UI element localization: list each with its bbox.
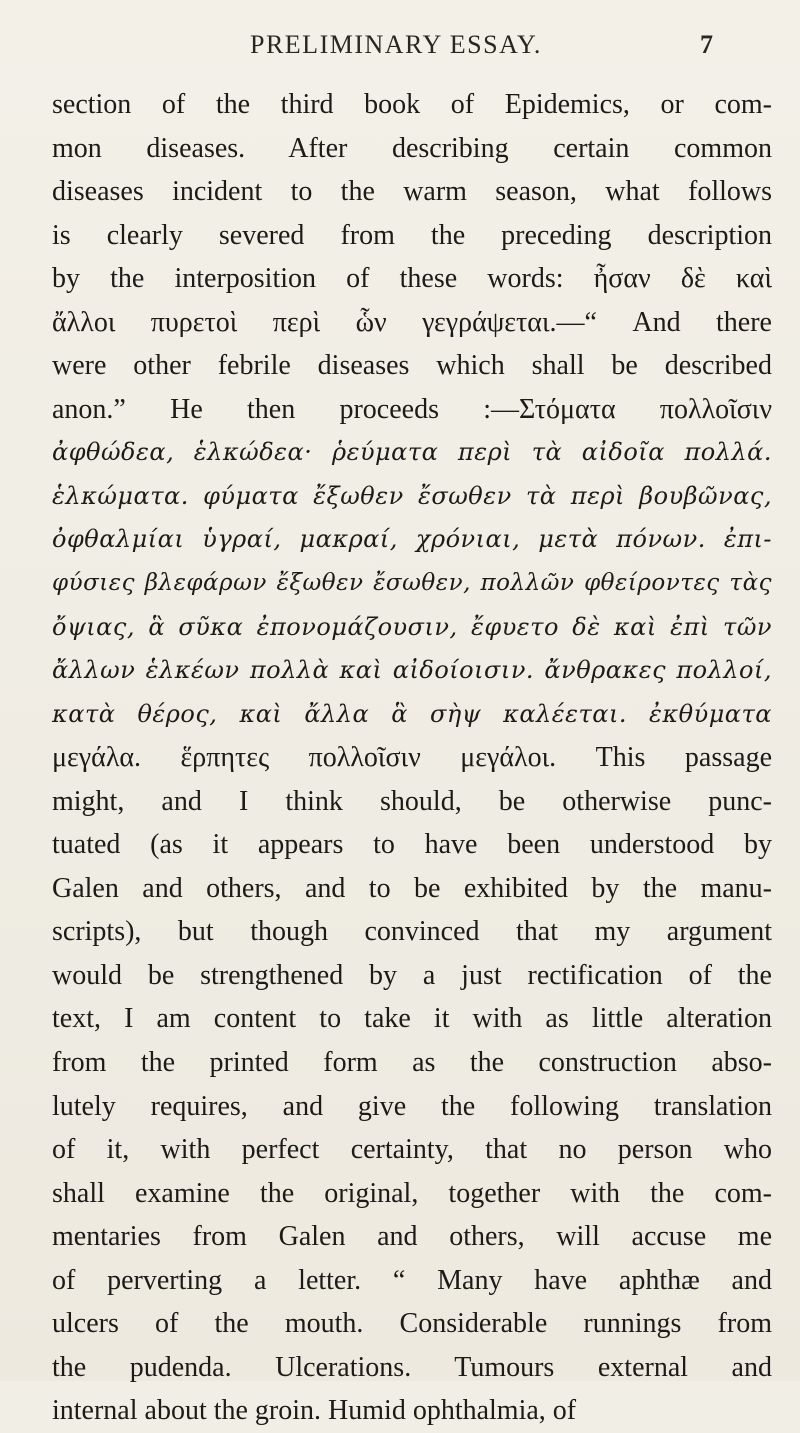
text-line: ulcers of the mouth. Considerable runnings from — [52, 1308, 772, 1340]
text-line: might, and I think should, be otherwise punc- — [52, 785, 772, 817]
text-line: text, I am content to take it with as little alteration — [52, 1003, 772, 1035]
greek-text-line: ἀφθώδεα, ἑλκώδεα· ῥεύματα περὶ τὰ αἰδοῖα πολλά. — [52, 438, 772, 467]
greek-text-line: φύσιες βλεφάρων ἔξωθεν ἔσωθεν, πολλῶν φθείροντες τὰς — [52, 570, 772, 597]
text-line: shall examine the original, together with the com- — [52, 1177, 772, 1209]
greek-text-line: ὀφθαλμίαι ὑγραί, μακραί, χρόνιαι, μετὰ πόνων. ἐπι- — [52, 525, 772, 554]
running-header — [0, 30, 800, 70]
text-line: the pudenda. Ulcerations. Tumours external and — [52, 1351, 772, 1383]
text-line: lutely requires, and give the following translation — [52, 1090, 772, 1122]
running-title: PRELIMINARY ESSAY. — [250, 30, 542, 59]
text-line: mon diseases. After describing certain common — [52, 132, 772, 164]
text-line: internal about the groin. Humid ophthalmia, of — [52, 1395, 577, 1427]
greek-text-line: ἄλλων ἑλκέων πολλὰ καὶ αἰδοίοισιν. ἄνθρακες πολλοί, — [52, 656, 772, 685]
text-line: section of the third book of Epidemics, or com- — [52, 89, 772, 120]
text-line: tuated (as it appears to have been understood by — [52, 829, 772, 861]
text-line: by the interposition of these words: ἦσαν δὲ καὶ — [52, 263, 772, 295]
text-line: scripts), but though convinced that my argument — [52, 916, 772, 948]
text-line: from the printed form as the construction abso- — [52, 1047, 772, 1079]
text-line: mentaries from Galen and others, will accuse me — [52, 1221, 772, 1253]
text-line: Galen and others, and to be exhibited by the manu- — [52, 872, 772, 904]
text-line: were other febrile diseases which shall be described — [52, 350, 772, 382]
text-line: is clearly severed from the preceding description — [52, 219, 772, 251]
greek-text-line: κατὰ θέρος, καὶ ἄλλα ἃ σὴψ καλέεται. ἐκθύματα — [52, 699, 772, 728]
body-text — [52, 83, 772, 1433]
page-number: 7 — [700, 30, 713, 59]
greek-text-line: ἑλκώματα. φύματα ἔξωθεν ἔσωθεν τὰ περὶ βουβῶνας, — [52, 481, 772, 510]
text-line: of perverting a letter. “ Many have aphthæ and — [52, 1264, 772, 1296]
text-line: anon.” He then proceeds :—Στόματα πολλοῖσιν — [52, 393, 772, 425]
text-line: ἄλλοι πυρετοὶ περὶ ὧν γεγράψεται.—“ And there — [52, 306, 772, 338]
text-line: μεγάλα. ἕρπητες πολλοῖσιν μεγάλοι. This passage — [52, 742, 772, 774]
text-line: diseases incident to the warm season, what follows — [52, 176, 772, 208]
greek-text-line: ὄψιας, ἃ σῦκα ἐπονομάζουσιν, ἔφυετο δὲ καὶ ἐπὶ τῶν — [52, 612, 772, 641]
text-line: would be strengthened by a just rectification of the — [52, 959, 772, 991]
text-line: of it, with perfect certainty, that no person who — [52, 1134, 772, 1166]
